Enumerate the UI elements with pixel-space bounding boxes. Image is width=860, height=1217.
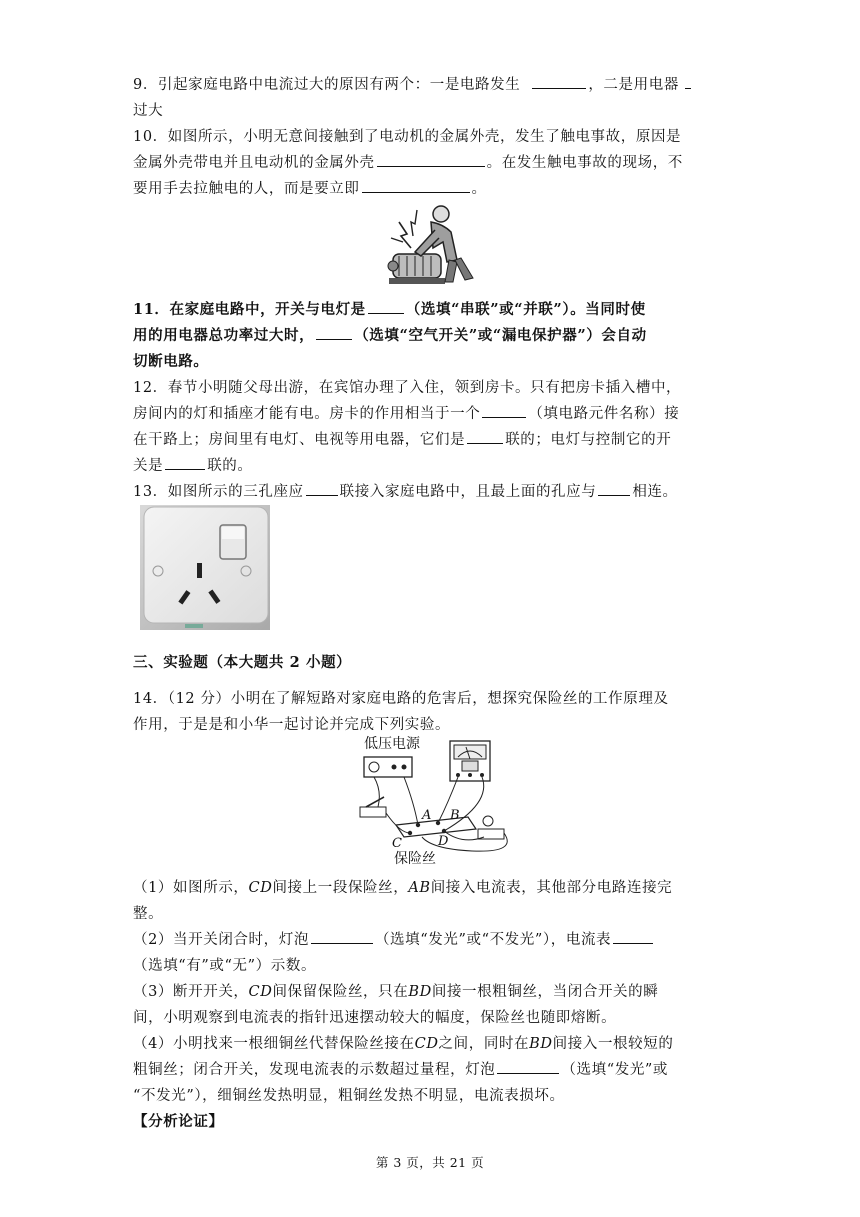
q14-text: CD: [248, 880, 273, 896]
q12-text: 联的。: [207, 458, 253, 474]
q11-blank-1[interactable]: [368, 301, 404, 314]
q11-line2: [133, 324, 647, 345]
q14-text: （选填“发光”或: [561, 1062, 669, 1078]
q9-text: ，二是用电器: [588, 77, 679, 93]
q14-text: CD: [248, 984, 273, 1000]
q14-part2-line2: （选填“有”或“无”）示数。: [133, 958, 317, 974]
q14-text: BD: [529, 1036, 553, 1052]
q12-text: 关是: [133, 458, 164, 474]
q11-line3: 切断电路。: [133, 353, 209, 370]
fuse-label: 保险丝: [394, 851, 436, 867]
q14-line2: 作用，于是是和小华一起讨论并完成下列实验。: [133, 717, 451, 733]
q11-text: 11．在家庭电路中，开关与电灯是: [133, 301, 366, 318]
q14-text: 间接入电流表，其他部分电路连接完: [430, 880, 673, 896]
q12-text: 房间内的灯和插座才能有电。房卡的作用相当于一个: [133, 406, 481, 422]
q10-line1: 10．如图所示，小明无意间接触到了电动机的金属外壳，发生了触电事故，原因是: [133, 129, 682, 145]
q14-text: （3）断开开关，: [133, 984, 249, 1000]
q13-blank-1[interactable]: [306, 483, 338, 496]
q14-text: 间保留保险丝，只在: [272, 984, 409, 1000]
q14-blank-3[interactable]: [497, 1061, 559, 1074]
q10-blank-1[interactable]: [377, 154, 485, 167]
q12-line2: [133, 402, 679, 423]
q14-text: 间接入一根较短的: [552, 1036, 674, 1052]
q14-part1-line1: [133, 876, 672, 897]
q14-part4-line1: [133, 1032, 673, 1053]
q13-text: 相连。: [632, 484, 678, 500]
q14-part1-line2: 整。: [133, 906, 164, 922]
q11-blank-2[interactable]: [316, 327, 352, 340]
q12-blank-1[interactable]: [482, 405, 526, 418]
q10-text: 。在发生触电事故的现场，不: [486, 155, 683, 171]
q10-line2: [133, 151, 683, 172]
q14-part2-line1: [133, 928, 655, 949]
q13-text: 联接入家庭电路中，且最上面的孔应与: [339, 484, 597, 500]
point-d-label: D: [438, 834, 449, 849]
point-a-label: A: [422, 808, 432, 823]
q14-text: 粗铜丝；闭合开关，发现电流表的示数超过量程，灯泡: [133, 1062, 496, 1078]
three-hole-socket-image: [140, 505, 270, 630]
q12-text: （填电路元件名称）接: [528, 406, 680, 422]
q11-line1: [133, 298, 646, 319]
q9-blank-1[interactable]: [532, 76, 586, 89]
analysis-heading: 【分析论证】: [133, 1113, 224, 1130]
q12-text: 联的；电灯与控制它的开: [505, 432, 672, 448]
q14-line1: 14．（12 分）小明在了解短路对家庭电路的危害后，想探究保险丝的工作原理及: [133, 691, 669, 707]
q13-blank-2[interactable]: [598, 483, 630, 496]
q10-blank-2[interactable]: [362, 180, 470, 193]
q14-text: CD: [414, 1036, 439, 1052]
q9-text: 9．引起家庭电路中电流过大的原因有两个：一是电路发生: [133, 77, 521, 93]
q12-blank-3[interactable]: [165, 457, 205, 470]
q10-text: 要用手去拉触电的人，而是要立即: [133, 181, 360, 197]
q14-text: （2）当开关闭合时，灯泡: [133, 932, 309, 948]
q9-line1: [133, 73, 693, 94]
q12-line4: [133, 454, 253, 475]
q14-text: 间接一根粗铜丝，当闭合开关的瞬: [431, 984, 659, 1000]
q10-text: 金属外壳带电并且电动机的金属外壳: [133, 155, 375, 171]
q14-part3-line1: [133, 980, 658, 1001]
q12-text: 在干路上；房间里有电灯、电视等用电器，它们是: [133, 432, 466, 448]
power-supply-label: 低压电源: [364, 736, 420, 752]
q11-text: （选填“空气开关”或“漏电保护器”）会自动: [354, 327, 647, 344]
q14-part4-line3: “不发光”），细铜丝发热明显，粗铜丝发热不明显，电流表损坏。: [133, 1088, 565, 1104]
section-heading: 三、实验题（本大题共 2 小题）: [133, 654, 352, 671]
q14-text: （4）小明找来一根细铜丝代替保险丝接在: [133, 1036, 415, 1052]
q14-text: 间接上一段保险丝，: [272, 880, 409, 896]
q9-blank-2[interactable]: [685, 76, 691, 89]
q14-text: AB: [408, 880, 431, 896]
q9-line2: 过大: [133, 103, 164, 119]
q11-text: 用的用电器总功率过大时，: [133, 327, 315, 344]
point-c-label: C: [392, 836, 402, 851]
electric-shock-motor-image: [385, 202, 477, 286]
q14-text: 之间，同时在: [438, 1036, 530, 1052]
q14-part4-line2: [133, 1058, 668, 1079]
q14-blank-1[interactable]: [311, 931, 373, 944]
q13-line1: [133, 480, 678, 501]
point-b-label: B: [450, 808, 460, 823]
q10-line3: [133, 177, 487, 198]
q14-text: （选填“发光”或“不发光”），电流表: [374, 932, 612, 948]
q14-part3-line2: 间，小明观察到电流表的指针迅速摆动较大的幅度，保险丝也随即熔断。: [133, 1010, 617, 1026]
q12-blank-2[interactable]: [467, 431, 503, 444]
q14-blank-2[interactable]: [613, 931, 653, 944]
q12-line3: [133, 428, 671, 449]
q10-text: 。: [471, 181, 487, 197]
q14-text: BD: [408, 984, 432, 1000]
q13-text: 13．如图所示的三孔座应: [133, 484, 304, 500]
q12-line1: 12．春节小明随父母出游，在宾馆办理了入住，领到房卡。只有把房卡插入槽中，: [133, 380, 682, 396]
page-footer: 第 3 页，共 21 页: [375, 1155, 485, 1170]
q11-text: （选填“串联”或“并联”）。当同时使: [405, 301, 646, 318]
q14-text: （1）如图所示，: [133, 880, 249, 896]
fuse-experiment-circuit-diagram: [352, 733, 520, 867]
